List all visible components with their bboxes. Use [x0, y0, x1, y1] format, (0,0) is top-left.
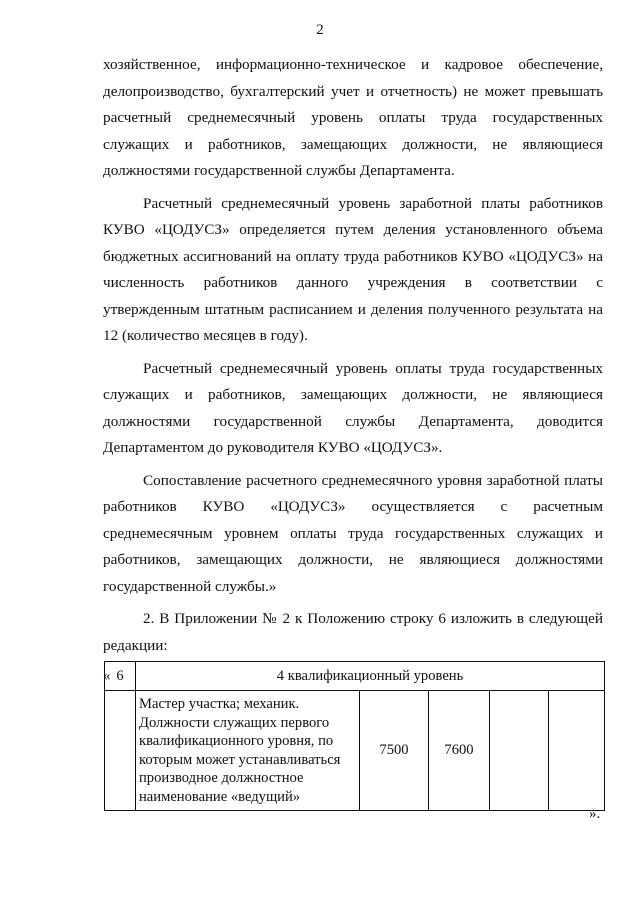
opening-quote: «	[103, 668, 111, 684]
empty-number-cell	[105, 691, 136, 811]
value-cell-4	[549, 691, 605, 811]
page-number: 2	[316, 22, 324, 38]
qualification-level-cell: 4 квалификационный уровень	[136, 662, 605, 691]
value-cell-1: 7500	[360, 691, 429, 811]
table-row-header	[105, 662, 605, 691]
table-row	[105, 691, 605, 811]
qualification-table	[104, 661, 605, 811]
value-cell-3	[490, 691, 549, 811]
row-number-cell: 6	[105, 662, 136, 691]
value-cell-2: 7600	[429, 691, 490, 811]
position-description-cell: Мастер участка; механик. Должности служащих первого квалификационного уровня, по которым может устанавливаться производное должностное наименование «ведущий»	[136, 691, 360, 811]
paragraph-continuation: хозяйственное, информационно-техническое и кадровое обеспечение, делопроизводство, бухгалтерский учет и отчетность) не может превышать расчетный среднемесячный уровень оплаты труда государственных служащих и работников, замещающих должности, не являющиеся должностями государственной службы Департамента.	[103, 56, 603, 179]
paragraph-notification: Расчетный среднемесячный уровень оплаты труда государственных служащих и работников, замещающих должности, не являющиеся должностями государственной службы Департамента, доводится Департаментом до руководителя КУВО «ЦОДУСЗ».	[103, 359, 603, 456]
paragraph-calculation: Расчетный среднемесячный уровень заработной платы работников КУВО «ЦОДУСЗ» определяется путем деления установленного объема бюджетных ассигнований на оплату труда работников КУВО «ЦОДУСЗ» на численность работников данного учреждения в соответствии с утвержденным штатным расписанием и деления полученного результата на 12 (количество месяцев в году).	[103, 194, 603, 344]
document-body	[103, 52, 603, 687]
paragraph-comparison: Сопоставление расчетного среднемесячного уровня заработной платы работников КУВО «ЦОДУСЗ» осуществляется с расчетным среднемесячным уровнем оплаты труда государственных служащих и работников, замещающих должности, не являющиеся должностями государственной службы.»	[103, 471, 603, 595]
paragraph-amendment: 2. В Приложении № 2 к Положению строку 6 изложить в следующей редакции:	[103, 610, 603, 654]
closing-quote: ».	[589, 806, 601, 822]
